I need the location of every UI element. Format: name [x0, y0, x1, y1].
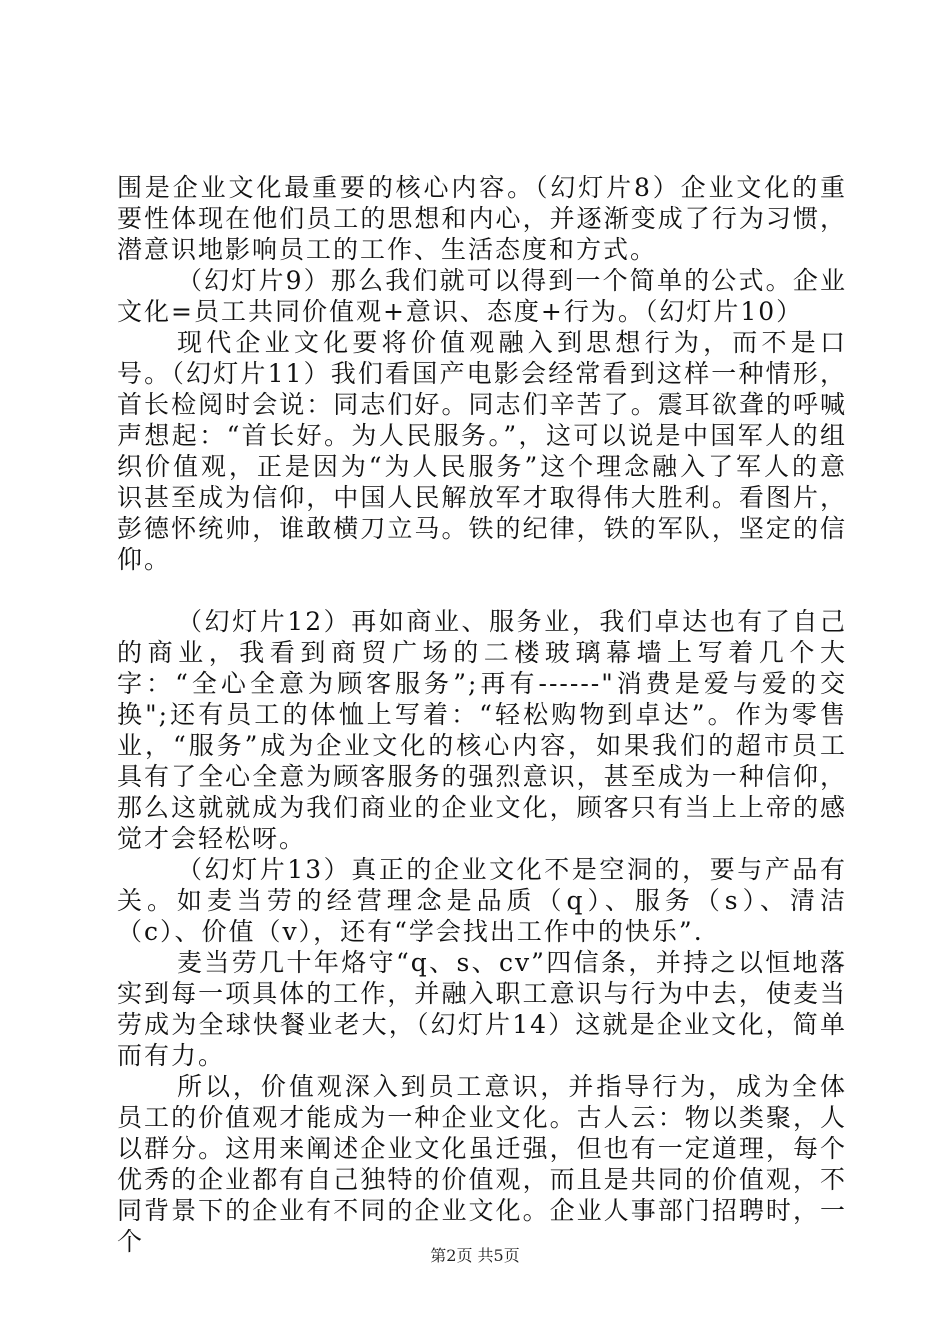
paragraph-4: （幻灯片12）再如商业、服务业，我们卓达也有了自己的商业，我看到商贸广场的二楼玻璃幕墙上写着几个大字：“全心全意为顾客服务”;再有------"消费是爱与爱的交换";还有员工的体恤上写着：“轻松购物到卓达”。作为零售业，“服务”成为企业文化的核心内容，如果我们的超市员工具有了全心全意为顾客服务的强烈意识，甚至成为一种信仰，那么这就就成为我们商业的企业文化，顾客只有当上上帝的感觉才会轻松呀。: [117, 607, 847, 853]
paragraph-3: 现代企业文化要将价值观融入到思想行为，而不是口号。（幻灯片11）我们看国产电影会经常看到这样一种情形，首长检阅时会说：同志们好。同志们辛苦了。震耳欲聋的呼喊声想起：“首长好。为人民服务。”，这可以说是中国军人的组织价值观，正是因为“为人民服务”这个理念融入了军人的意识甚至成为信仰，中国人民解放军才取得伟大胜利。看图片，彭德怀统帅，谁敢横刀立马。铁的纪律，铁的军队，坚定的信仰。: [117, 328, 847, 574]
document-body: [117, 172, 847, 1257]
paragraph-spacer: [117, 575, 847, 606]
paragraph-6: 麦当劳几十年烙守“q、s、cv”四信条，并持之以恒地落实到每一项具体的工作，并融入职工意识与行为中去，使麦当劳成为全球快餐业老大，（幻灯片14）这就是企业文化，简单而有力。: [117, 948, 847, 1070]
paragraph-7: 所以，价值观深入到员工意识，并指导行为，成为全体员工的价值观才能成为一种企业文化。古人云：物以类聚，人以群分。这用来阐述企业文化虽迁强，但也有一定道理，每个优秀的企业都有自己独特的价值观，而且是共同的价值观，不同背景下的企业有不同的企业文化。企业人事部门招聘时，一个: [117, 1072, 847, 1256]
paragraph-2: （幻灯片9）那么我们就可以得到一个简单的公式。企业文化=员工共同价值观+意识、态度+行为。（幻灯片10）: [117, 266, 847, 326]
paragraph-1: 围是企业文化最重要的核心内容。（幻灯片8）企业文化的重要性体现在他们员工的思想和内心，并逐渐变成了行为习惯，潜意识地影响员工的工作、生活态度和方式。: [117, 173, 847, 264]
paragraph-5: （幻灯片13）真正的企业文化不是空洞的，要与产品有关。如麦当劳的经营理念是品质（q）、服务（s）、清洁（c）、价值（v），还有“学会找出工作中的快乐”.: [117, 855, 847, 946]
page-number-footer: 第2页 共5页: [430, 1246, 520, 1265]
